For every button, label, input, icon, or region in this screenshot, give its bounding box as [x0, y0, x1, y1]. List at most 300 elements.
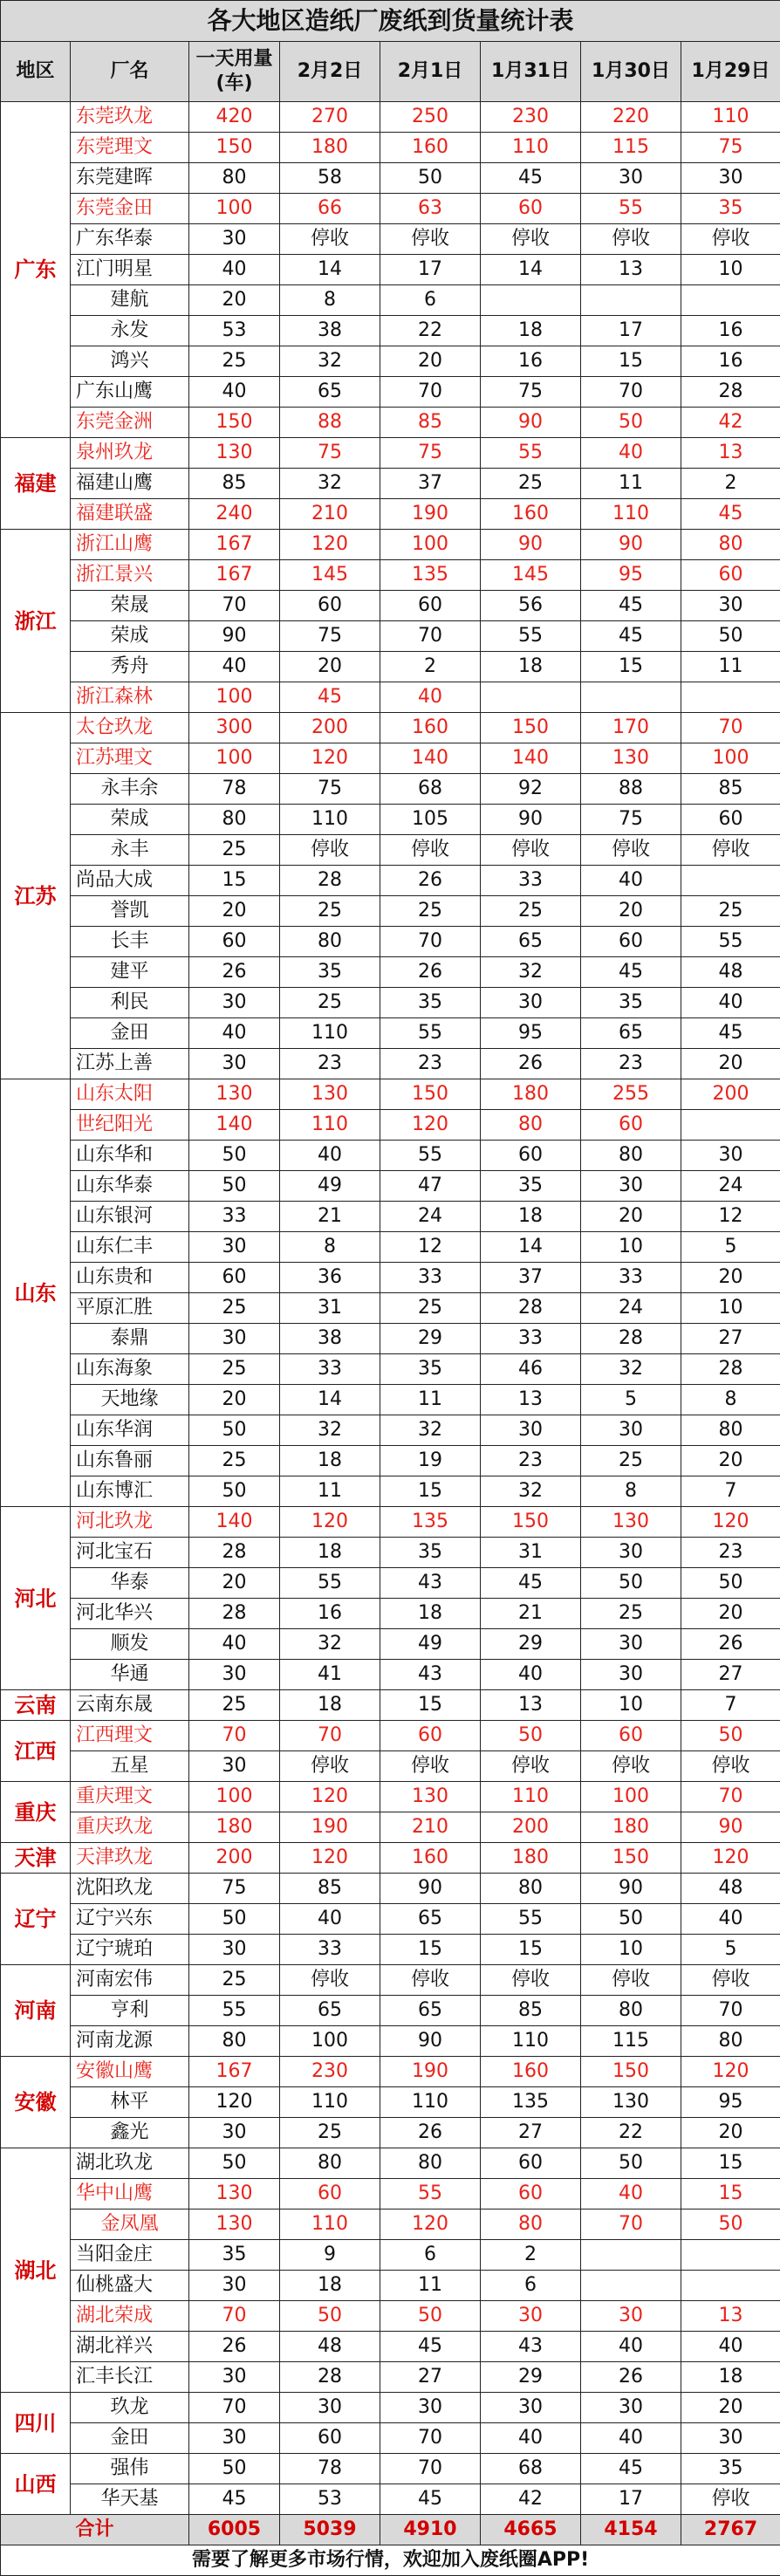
total-label: 合计: [1, 2515, 189, 2545]
arrival-value-cell: 90: [581, 530, 681, 560]
arrival-value-cell: 75: [481, 377, 581, 408]
mill-name-cell: 山东贵和: [71, 1263, 189, 1293]
mill-name-cell: 秀舟: [71, 652, 189, 682]
arrival-value-cell: 26: [681, 1629, 780, 1660]
arrival-value-cell: 160: [481, 499, 581, 530]
daily-usage-cell: 40: [189, 1018, 280, 1049]
table-row: [1, 1079, 780, 1110]
mill-name-cell: 永丰余: [71, 774, 189, 805]
mill-name-cell: 浙江山鹰: [71, 530, 189, 560]
arrival-value-cell: 32: [481, 1476, 581, 1507]
header-row: [1, 42, 780, 102]
mill-name-cell: 江西理文: [71, 1721, 189, 1751]
arrival-value-cell: 25: [280, 2118, 380, 2148]
arrival-value-cell: 80: [681, 1415, 780, 1446]
mill-name-cell: 汇丰长江: [71, 2362, 189, 2393]
daily-usage-cell: 80: [189, 163, 280, 194]
arrival-value-cell: 58: [280, 163, 380, 194]
arrival-value-cell: 9: [280, 2240, 380, 2271]
arrival-value-cell: 6: [380, 2240, 481, 2271]
arrival-value-cell: 47: [380, 1171, 481, 1202]
table-row: [1, 2301, 780, 2332]
arrival-value-cell: 5: [581, 1385, 681, 1415]
table-row: [1, 1476, 780, 1507]
region-cell: 湖北: [1, 2148, 71, 2393]
arrival-value-cell: 35: [681, 194, 780, 224]
table-row: [1, 927, 780, 957]
arrival-value-cell: 8: [280, 285, 380, 316]
arrival-value-cell: 85: [481, 1996, 581, 2026]
arrival-value-cell: 50: [681, 2209, 780, 2240]
arrival-value-cell: 16: [280, 1599, 380, 1629]
mill-name-cell: 东莞玖龙: [71, 102, 189, 133]
arrival-value-cell: 40: [581, 866, 681, 896]
total-value: 4665: [481, 2515, 581, 2545]
mill-name-cell: 浙江森林: [71, 682, 189, 713]
arrival-value-cell: 40: [681, 1904, 780, 1935]
daily-usage-cell: 30: [189, 2423, 280, 2454]
arrival-value-cell: 28: [280, 2362, 380, 2393]
table-row: [1, 285, 780, 316]
table-row: [1, 743, 780, 774]
table-row: [1, 377, 780, 408]
arrival-value-cell: 120: [380, 2209, 481, 2240]
column-header: 2月2日: [280, 42, 380, 102]
arrival-value-cell: 10: [681, 255, 780, 285]
arrival-value-cell: 32: [280, 469, 380, 499]
arrival-value-cell: 56: [481, 591, 581, 621]
arrival-value-cell: 40: [280, 1141, 380, 1171]
arrival-value-cell: 100: [380, 530, 481, 560]
arrival-value-cell: 70: [681, 1996, 780, 2026]
arrival-value-cell: 80: [481, 1110, 581, 1141]
table-row: [1, 957, 780, 988]
mill-name-cell: 永丰: [71, 835, 189, 866]
arrival-value-cell: 27: [681, 1324, 780, 1354]
daily-usage-cell: 25: [189, 1354, 280, 1385]
arrival-value-cell: 14: [481, 1232, 581, 1263]
arrival-value-cell: 20: [681, 2393, 780, 2423]
table-row: [1, 1843, 780, 1874]
arrival-value-cell: 35: [681, 2454, 780, 2484]
arrival-value-cell: 停收: [280, 835, 380, 866]
daily-usage-cell: 25: [189, 1965, 280, 1996]
arrival-value-cell: 230: [481, 102, 581, 133]
mill-name-cell: 山东仁丰: [71, 1232, 189, 1263]
arrival-value-cell: 160: [380, 1843, 481, 1874]
region-cell: 浙江: [1, 530, 71, 713]
table-row: [1, 1446, 780, 1476]
arrival-value-cell: 120: [280, 1843, 380, 1874]
table-row: [1, 499, 780, 530]
arrival-value-cell: 38: [280, 316, 380, 346]
region-cell: 云南: [1, 1690, 71, 1721]
arrival-value-cell: 停收: [681, 2484, 780, 2515]
arrival-value-cell: 110: [280, 1018, 380, 1049]
arrival-value-cell: 13: [481, 1690, 581, 1721]
column-header: 一天用量 (车): [189, 42, 280, 102]
arrival-value-cell: 120: [280, 1782, 380, 1812]
daily-usage-cell: 25: [189, 1293, 280, 1324]
table-row: [1, 1996, 780, 2026]
table-row: [1, 102, 780, 133]
arrival-value-cell: 26: [581, 2362, 681, 2393]
table-row: [1, 2057, 780, 2087]
arrival-value-cell: 42: [681, 408, 780, 438]
arrival-value-cell: [481, 682, 581, 713]
mill-name-cell: 太仓玖龙: [71, 713, 189, 743]
daily-usage-cell: 30: [189, 988, 280, 1018]
daily-usage-cell: 85: [189, 469, 280, 499]
arrival-value-cell: 停收: [380, 224, 481, 255]
arrival-value-cell: 45: [681, 1018, 780, 1049]
table-row: [1, 652, 780, 682]
arrival-value-cell: 11: [681, 652, 780, 682]
arrival-value-cell: 27: [681, 1660, 780, 1690]
daily-usage-cell: 130: [189, 2179, 280, 2209]
arrival-value-cell: 80: [380, 2148, 481, 2179]
daily-usage-cell: 20: [189, 896, 280, 927]
arrival-value-cell: 停收: [681, 224, 780, 255]
arrival-value-cell: 11: [581, 469, 681, 499]
arrival-value-cell: 18: [681, 2362, 780, 2393]
daily-usage-cell: 130: [189, 1079, 280, 1110]
arrival-value-cell: 90: [481, 530, 581, 560]
arrival-value-cell: 30: [581, 1415, 681, 1446]
arrival-value-cell: 6: [380, 285, 481, 316]
arrival-value-cell: 100: [681, 743, 780, 774]
mill-name-cell: 河南龙源: [71, 2026, 189, 2057]
arrival-value-cell: 13: [581, 255, 681, 285]
arrival-value-cell: 8: [280, 1232, 380, 1263]
arrival-value-cell: 190: [380, 2057, 481, 2087]
arrival-value-cell: 120: [681, 1507, 780, 1538]
arrival-value-cell: 43: [380, 1660, 481, 1690]
arrival-value-cell: 40: [581, 438, 681, 469]
arrival-value-cell: 35: [380, 1538, 481, 1568]
arrival-value-cell: 停收: [380, 835, 481, 866]
daily-usage-cell: 300: [189, 713, 280, 743]
arrival-value-cell: 7: [681, 1690, 780, 1721]
region-cell: 安徽: [1, 2057, 71, 2148]
arrival-value-cell: 40: [681, 2332, 780, 2362]
arrival-value-cell: 18: [481, 1202, 581, 1232]
arrival-value-cell: 7: [681, 1476, 780, 1507]
table-row: [1, 133, 780, 163]
table-row: [1, 2423, 780, 2454]
arrival-value-cell: 60: [581, 1721, 681, 1751]
daily-usage-cell: 70: [189, 1721, 280, 1751]
arrival-value-cell: 66: [280, 194, 380, 224]
mill-name-cell: 泉州玖龙: [71, 438, 189, 469]
arrival-value-cell: 停收: [380, 1751, 481, 1782]
arrival-value-cell: 19: [380, 1446, 481, 1476]
table-row: [1, 713, 780, 743]
daily-usage-cell: 40: [189, 1629, 280, 1660]
mill-name-cell: 安徽山鹰: [71, 2057, 189, 2087]
arrival-value-cell: [581, 2271, 681, 2301]
footer-note: 需要了解更多市场行情，欢迎加入废纸圈APP!: [1, 2545, 780, 2576]
arrival-value-cell: 16: [481, 346, 581, 377]
table-row: [1, 1018, 780, 1049]
arrival-value-cell: 15: [581, 346, 681, 377]
arrival-value-cell: 停收: [581, 1965, 681, 1996]
arrival-value-cell: 20: [681, 1049, 780, 1079]
region-cell: 福建: [1, 438, 71, 530]
table-row: [1, 2209, 780, 2240]
arrival-value-cell: 40: [581, 2423, 681, 2454]
arrival-value-cell: 180: [581, 1812, 681, 1843]
mill-name-cell: 湖北祥兴: [71, 2332, 189, 2362]
arrival-value-cell: 25: [380, 1293, 481, 1324]
arrival-value-cell: 停收: [581, 224, 681, 255]
table-row: [1, 774, 780, 805]
arrival-value-cell: 25: [481, 469, 581, 499]
mill-name-cell: 玖龙: [71, 2393, 189, 2423]
mill-name-cell: 林平: [71, 2087, 189, 2118]
arrival-value-cell: 150: [481, 713, 581, 743]
table-row: [1, 163, 780, 194]
mill-name-cell: 泰鼎: [71, 1324, 189, 1354]
mill-name-cell: 辽宁兴东: [71, 1904, 189, 1935]
table-row: [1, 2087, 780, 2118]
arrival-value-cell: 60: [581, 1110, 681, 1141]
table-row: [1, 835, 780, 866]
mill-name-cell: 金田: [71, 2423, 189, 2454]
arrival-value-cell: 15: [481, 1935, 581, 1965]
daily-usage-cell: 140: [189, 1110, 280, 1141]
arrival-value-cell: 63: [380, 194, 481, 224]
mill-name-cell: 尚品大成: [71, 866, 189, 896]
mill-name-cell: 鸿兴: [71, 346, 189, 377]
arrival-value-cell: 49: [380, 1629, 481, 1660]
arrival-value-cell: 45: [681, 499, 780, 530]
mill-name-cell: 誉凯: [71, 896, 189, 927]
arrival-value-cell: 70: [681, 713, 780, 743]
arrival-value-cell: 停收: [481, 1751, 581, 1782]
table-row: [1, 1202, 780, 1232]
arrival-value-cell: 105: [380, 805, 481, 835]
arrival-value-cell: 20: [681, 1263, 780, 1293]
arrival-value-cell: 33: [380, 1263, 481, 1293]
arrival-value-cell: 120: [681, 2057, 780, 2087]
mill-name-cell: 河南宏伟: [71, 1965, 189, 1996]
daily-usage-cell: 100: [189, 194, 280, 224]
daily-usage-cell: 40: [189, 255, 280, 285]
mill-name-cell: 强伟: [71, 2454, 189, 2484]
arrival-value-cell: 48: [280, 2332, 380, 2362]
arrival-value-cell: 130: [581, 1507, 681, 1538]
arrival-value-cell: 20: [380, 346, 481, 377]
region-cell: 山东: [1, 1079, 71, 1507]
arrival-value-cell: 45: [581, 621, 681, 652]
arrival-value-cell: 55: [380, 1141, 481, 1171]
arrival-value-cell: 70: [380, 2423, 481, 2454]
arrival-value-cell: 75: [280, 774, 380, 805]
arrival-value-cell: 10: [581, 1935, 681, 1965]
table-row: [1, 1904, 780, 1935]
arrival-value-cell: 30: [380, 2393, 481, 2423]
arrival-value-cell: 2: [481, 2240, 581, 2271]
mill-name-cell: 江门明星: [71, 255, 189, 285]
arrival-value-cell: 49: [280, 1171, 380, 1202]
arrival-value-cell: 65: [280, 1996, 380, 2026]
arrival-value-cell: 200: [681, 1079, 780, 1110]
daily-usage-cell: 140: [189, 1507, 280, 1538]
mill-name-cell: 山东银河: [71, 1202, 189, 1232]
arrival-value-cell: 55: [481, 438, 581, 469]
arrival-value-cell: 28: [681, 1354, 780, 1385]
arrival-value-cell: 100: [581, 1782, 681, 1812]
arrival-value-cell: 29: [380, 1324, 481, 1354]
arrival-value-cell: 140: [380, 743, 481, 774]
mill-name-cell: 金田: [71, 1018, 189, 1049]
arrival-value-cell: 50: [280, 2301, 380, 2332]
arrival-value-cell: 32: [581, 1354, 681, 1385]
arrival-value-cell: 45: [280, 682, 380, 713]
arrival-value-cell: 23: [581, 1049, 681, 1079]
column-header: 1月31日: [481, 42, 581, 102]
region-cell: 辽宁: [1, 1874, 71, 1965]
arrival-value-cell: 15: [380, 1690, 481, 1721]
daily-usage-cell: 150: [189, 133, 280, 163]
arrival-value-cell: 40: [581, 2179, 681, 2209]
arrival-value-cell: 85: [380, 408, 481, 438]
mill-name-cell: 天地缘: [71, 1385, 189, 1415]
arrival-value-cell: 180: [280, 133, 380, 163]
arrival-value-cell: 24: [380, 1202, 481, 1232]
arrival-value-cell: 50: [380, 163, 481, 194]
table-row: [1, 2393, 780, 2423]
mill-name-cell: 云南东晟: [71, 1690, 189, 1721]
arrival-value-cell: 100: [280, 2026, 380, 2057]
daily-usage-cell: 50: [189, 1141, 280, 1171]
table-row: [1, 1385, 780, 1415]
arrival-value-cell: 40: [581, 2332, 681, 2362]
arrival-value-cell: 18: [380, 1599, 481, 1629]
arrival-value-cell: 190: [380, 499, 481, 530]
arrival-value-cell: 停收: [280, 224, 380, 255]
arrival-value-cell: 停收: [681, 835, 780, 866]
table-row: [1, 1721, 780, 1751]
arrival-value-cell: 60: [581, 927, 681, 957]
table-row: [1, 1049, 780, 1079]
arrival-value-cell: 25: [681, 896, 780, 927]
arrival-value-cell: 75: [280, 438, 380, 469]
arrival-value-cell: 32: [280, 1629, 380, 1660]
arrival-value-cell: 11: [380, 1385, 481, 1415]
mill-name-cell: 永发: [71, 316, 189, 346]
arrival-value-cell: 15: [380, 1476, 481, 1507]
mill-name-cell: 利民: [71, 988, 189, 1018]
daily-usage-cell: 50: [189, 2454, 280, 2484]
table-row: [1, 1354, 780, 1385]
table-row: [1, 1751, 780, 1782]
mill-name-cell: 华泰: [71, 1568, 189, 1599]
table-row: [1, 1599, 780, 1629]
arrival-value-cell: 75: [280, 621, 380, 652]
arrival-value-cell: 18: [280, 2271, 380, 2301]
arrival-value-cell: 95: [681, 2087, 780, 2118]
arrival-value-cell: 20: [681, 1599, 780, 1629]
arrival-value-cell: 11: [280, 1476, 380, 1507]
arrival-value-cell: 120: [380, 1110, 481, 1141]
daily-usage-cell: 30: [189, 2271, 280, 2301]
arrival-value-cell: 31: [280, 1293, 380, 1324]
mill-name-cell: 建平: [71, 957, 189, 988]
arrival-value-cell: 80: [681, 2026, 780, 2057]
arrival-value-cell: 90: [380, 1874, 481, 1904]
arrival-value-cell: 40: [681, 988, 780, 1018]
arrival-value-cell: 30: [681, 163, 780, 194]
arrival-value-cell: 35: [380, 1354, 481, 1385]
table-row: [1, 1965, 780, 1996]
arrival-value-cell: 15: [581, 652, 681, 682]
arrival-value-cell: 80: [280, 2148, 380, 2179]
total-row: [1, 2515, 780, 2545]
mill-name-cell: 山东华润: [71, 1415, 189, 1446]
daily-usage-cell: 35: [189, 2240, 280, 2271]
daily-usage-cell: 25: [189, 346, 280, 377]
arrival-value-cell: 15: [380, 1935, 481, 1965]
daily-usage-cell: 70: [189, 2301, 280, 2332]
daily-usage-cell: 50: [189, 1904, 280, 1935]
mill-name-cell: 福建联盛: [71, 499, 189, 530]
table-row: [1, 1507, 780, 1538]
arrival-value-cell: 24: [681, 1171, 780, 1202]
arrival-value-cell: 43: [481, 2332, 581, 2362]
region-cell: 重庆: [1, 1782, 71, 1843]
mill-name-cell: 山东太阳: [71, 1079, 189, 1110]
arrival-value-cell: 60: [481, 2148, 581, 2179]
daily-usage-cell: 50: [189, 1171, 280, 1202]
arrival-value-cell: 110: [481, 1782, 581, 1812]
arrival-value-cell: 150: [380, 1079, 481, 1110]
arrival-value-cell: 110: [280, 2087, 380, 2118]
arrival-value-cell: 120: [280, 530, 380, 560]
arrival-value-cell: 停收: [280, 1965, 380, 1996]
arrival-value-cell: 50: [681, 1568, 780, 1599]
arrival-value-cell: 14: [280, 255, 380, 285]
daily-usage-cell: 55: [189, 1996, 280, 2026]
arrival-value-cell: 70: [581, 2209, 681, 2240]
arrival-value-cell: 21: [481, 1599, 581, 1629]
arrival-value-cell: 10: [581, 1232, 681, 1263]
daily-usage-cell: 25: [189, 1690, 280, 1721]
mill-name-cell: 重庆玖龙: [71, 1812, 189, 1843]
daily-usage-cell: 180: [189, 1812, 280, 1843]
arrival-value-cell: 200: [481, 1812, 581, 1843]
arrival-value-cell: 30: [481, 2301, 581, 2332]
arrival-value-cell: 35: [481, 1171, 581, 1202]
daily-usage-cell: 30: [189, 1660, 280, 1690]
arrival-value-cell: 65: [581, 1018, 681, 1049]
arrival-value-cell: 130: [581, 743, 681, 774]
mill-name-cell: 金凤凰: [71, 2209, 189, 2240]
arrival-value-cell: 130: [581, 2087, 681, 2118]
mill-name-cell: 荣晟: [71, 591, 189, 621]
daily-usage-cell: 167: [189, 2057, 280, 2087]
arrival-value-cell: 28: [280, 866, 380, 896]
arrival-value-cell: 60: [380, 1721, 481, 1751]
table-row: [1, 530, 780, 560]
daily-usage-cell: 28: [189, 1599, 280, 1629]
arrival-value-cell: 75: [681, 133, 780, 163]
arrival-value-cell: 17: [581, 316, 681, 346]
arrival-value-cell: 22: [380, 316, 481, 346]
arrival-value-cell: 30: [280, 2393, 380, 2423]
arrival-value-cell: 46: [481, 1354, 581, 1385]
